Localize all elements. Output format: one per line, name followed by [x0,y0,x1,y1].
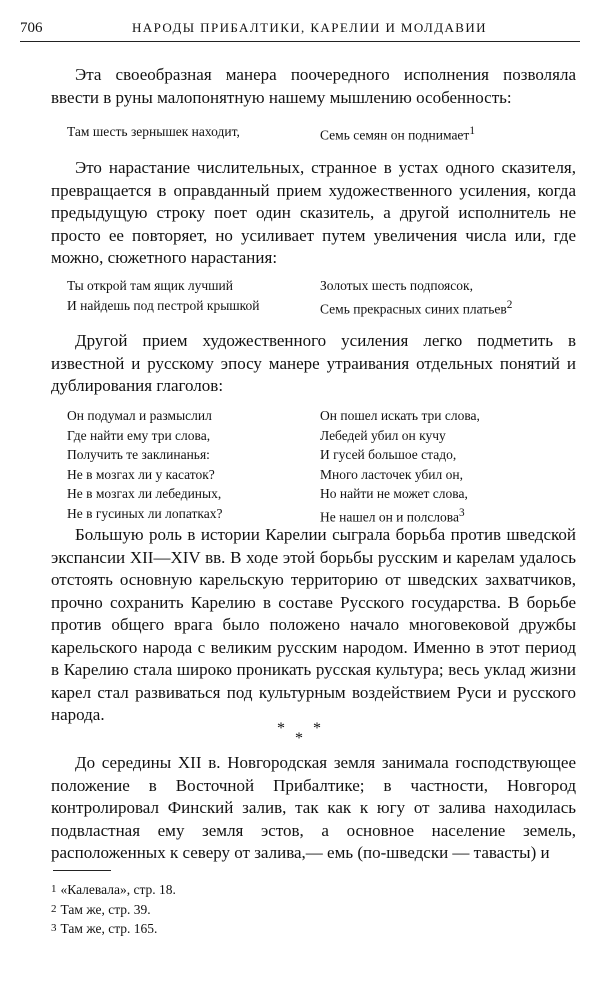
running-title: НАРОДЫ ПРИБАЛТИКИ, КАРЕЛИИ И МОЛДАВИИ [132,20,487,35]
verse-line: Но найти не может слова, [320,486,468,501]
footnote-ref: 1 [469,125,475,137]
footnote: $^3$ Там же, стр. 165. [51,921,158,936]
verse-line: Он пошел искать три слова, [320,408,480,423]
verse-column-right [320,276,512,319]
separator-star: * [313,720,321,737]
separator-star: * [277,720,285,737]
footnote-rule [53,870,111,871]
footnote-ref: 3 [458,506,465,519]
footnote: $^1$ «Калевала», стр. 18. [51,882,176,897]
verse-line: Не в мозгах ли лебединых, [67,486,222,501]
verse-line: Ты открой там ящик лучший [67,278,234,293]
page-header [20,14,580,40]
paragraph-text: Большую роль в истории Карелии сыграла борьба против шведской экспансии XII—XIV вв. В ходе этой борьбы русским и карелам удалось отстоять основную карельскую территорию от шведских захватчиков, прочно сохранить Карелию в составе Русского государства. В борьбе против общего врага было положено начало многовековой дружбы карельского народа с великим русским народом. Именно в этот период в Карелию стала широко проникать русская культура; весь уклад жизни карел стал развиваться под культурным воздействием Руси и русского народа. [51,525,576,724]
paragraph-3 [51,330,576,398]
verse-line: Не нашел он и полслова$^3$ [320,506,465,524]
verse-line: Там шесть зернышек находит, [67,124,240,139]
verse-line: Не в гусиных ли лопатках? [67,505,223,521]
header-rule [20,41,580,42]
paragraph-4 [51,524,576,727]
paragraph-2 [51,157,576,270]
paragraph-text: Другой прием художественного усиления легко подметить в известной и русскому эпосу манере утраивания отдельных понятий и дублирования глаголов: [51,331,576,395]
verse-column-left [67,276,260,315]
verse-line: И найдешь под пестрой крышкой [67,297,260,313]
footnote-ref: 2 [506,298,513,311]
footnotes [51,880,176,939]
verse-line: Не в мозгах ли у касаток? [67,466,215,482]
paragraph-1 [51,64,576,109]
verse-line: Золотых шесть подпоясок, [320,278,473,293]
page-number: 706 [20,20,43,36]
footnote: $^2$ Там же, стр. 39. [51,901,151,917]
verse-line: Получить те заклинанья: [67,447,210,462]
paragraph-text: Эта своеобразная манера поочередного исполнения позволяла ввести в руны малопонятную нашему мышлению особенность: [51,65,576,107]
verse-line: Он подумал и размыслил [67,408,212,423]
verse-line: Семь прекрасных синих платьев$^2$ [320,298,513,316]
paragraph-text: Это нарастание числительных, странное в устах одного сказителя, превращается в оправданный прием художественного усиления, когда предыдущую строку поет один сказитель, а другой исполнитель не просто ее повторяет, но усиливает путем увеличения числа или, где можно, сюжетного нарастания: [51,158,576,267]
paragraph-5 [51,752,576,865]
verse-line: И гусей большое стадо, [320,447,457,462]
verse-column-left [67,406,222,523]
paragraph-text: До середины XII в. Новгородская земля занимала господствующее положение в Восточной Прибалтике; в частности, Новгород контролировал Финский залив, так как к югу от залива находилась подвластная ему земля эстов, а основное население земель, расположенных к северу от залива,— емь (по-шведски — тавасты) и [51,753,576,862]
verse-line: Лебедей убил он кучу [320,427,446,443]
verse-column-right [320,122,475,145]
verse-line: Семь семян он поднимает$^1$ [320,125,475,143]
separator-star: * [295,730,303,747]
section-separator [277,718,327,748]
verse-column-right [320,406,480,527]
verse-line: Где найти ему три слова, [67,427,211,443]
verse-line: Много ласточек убил он, [320,466,463,482]
verse-column-left [67,122,240,142]
